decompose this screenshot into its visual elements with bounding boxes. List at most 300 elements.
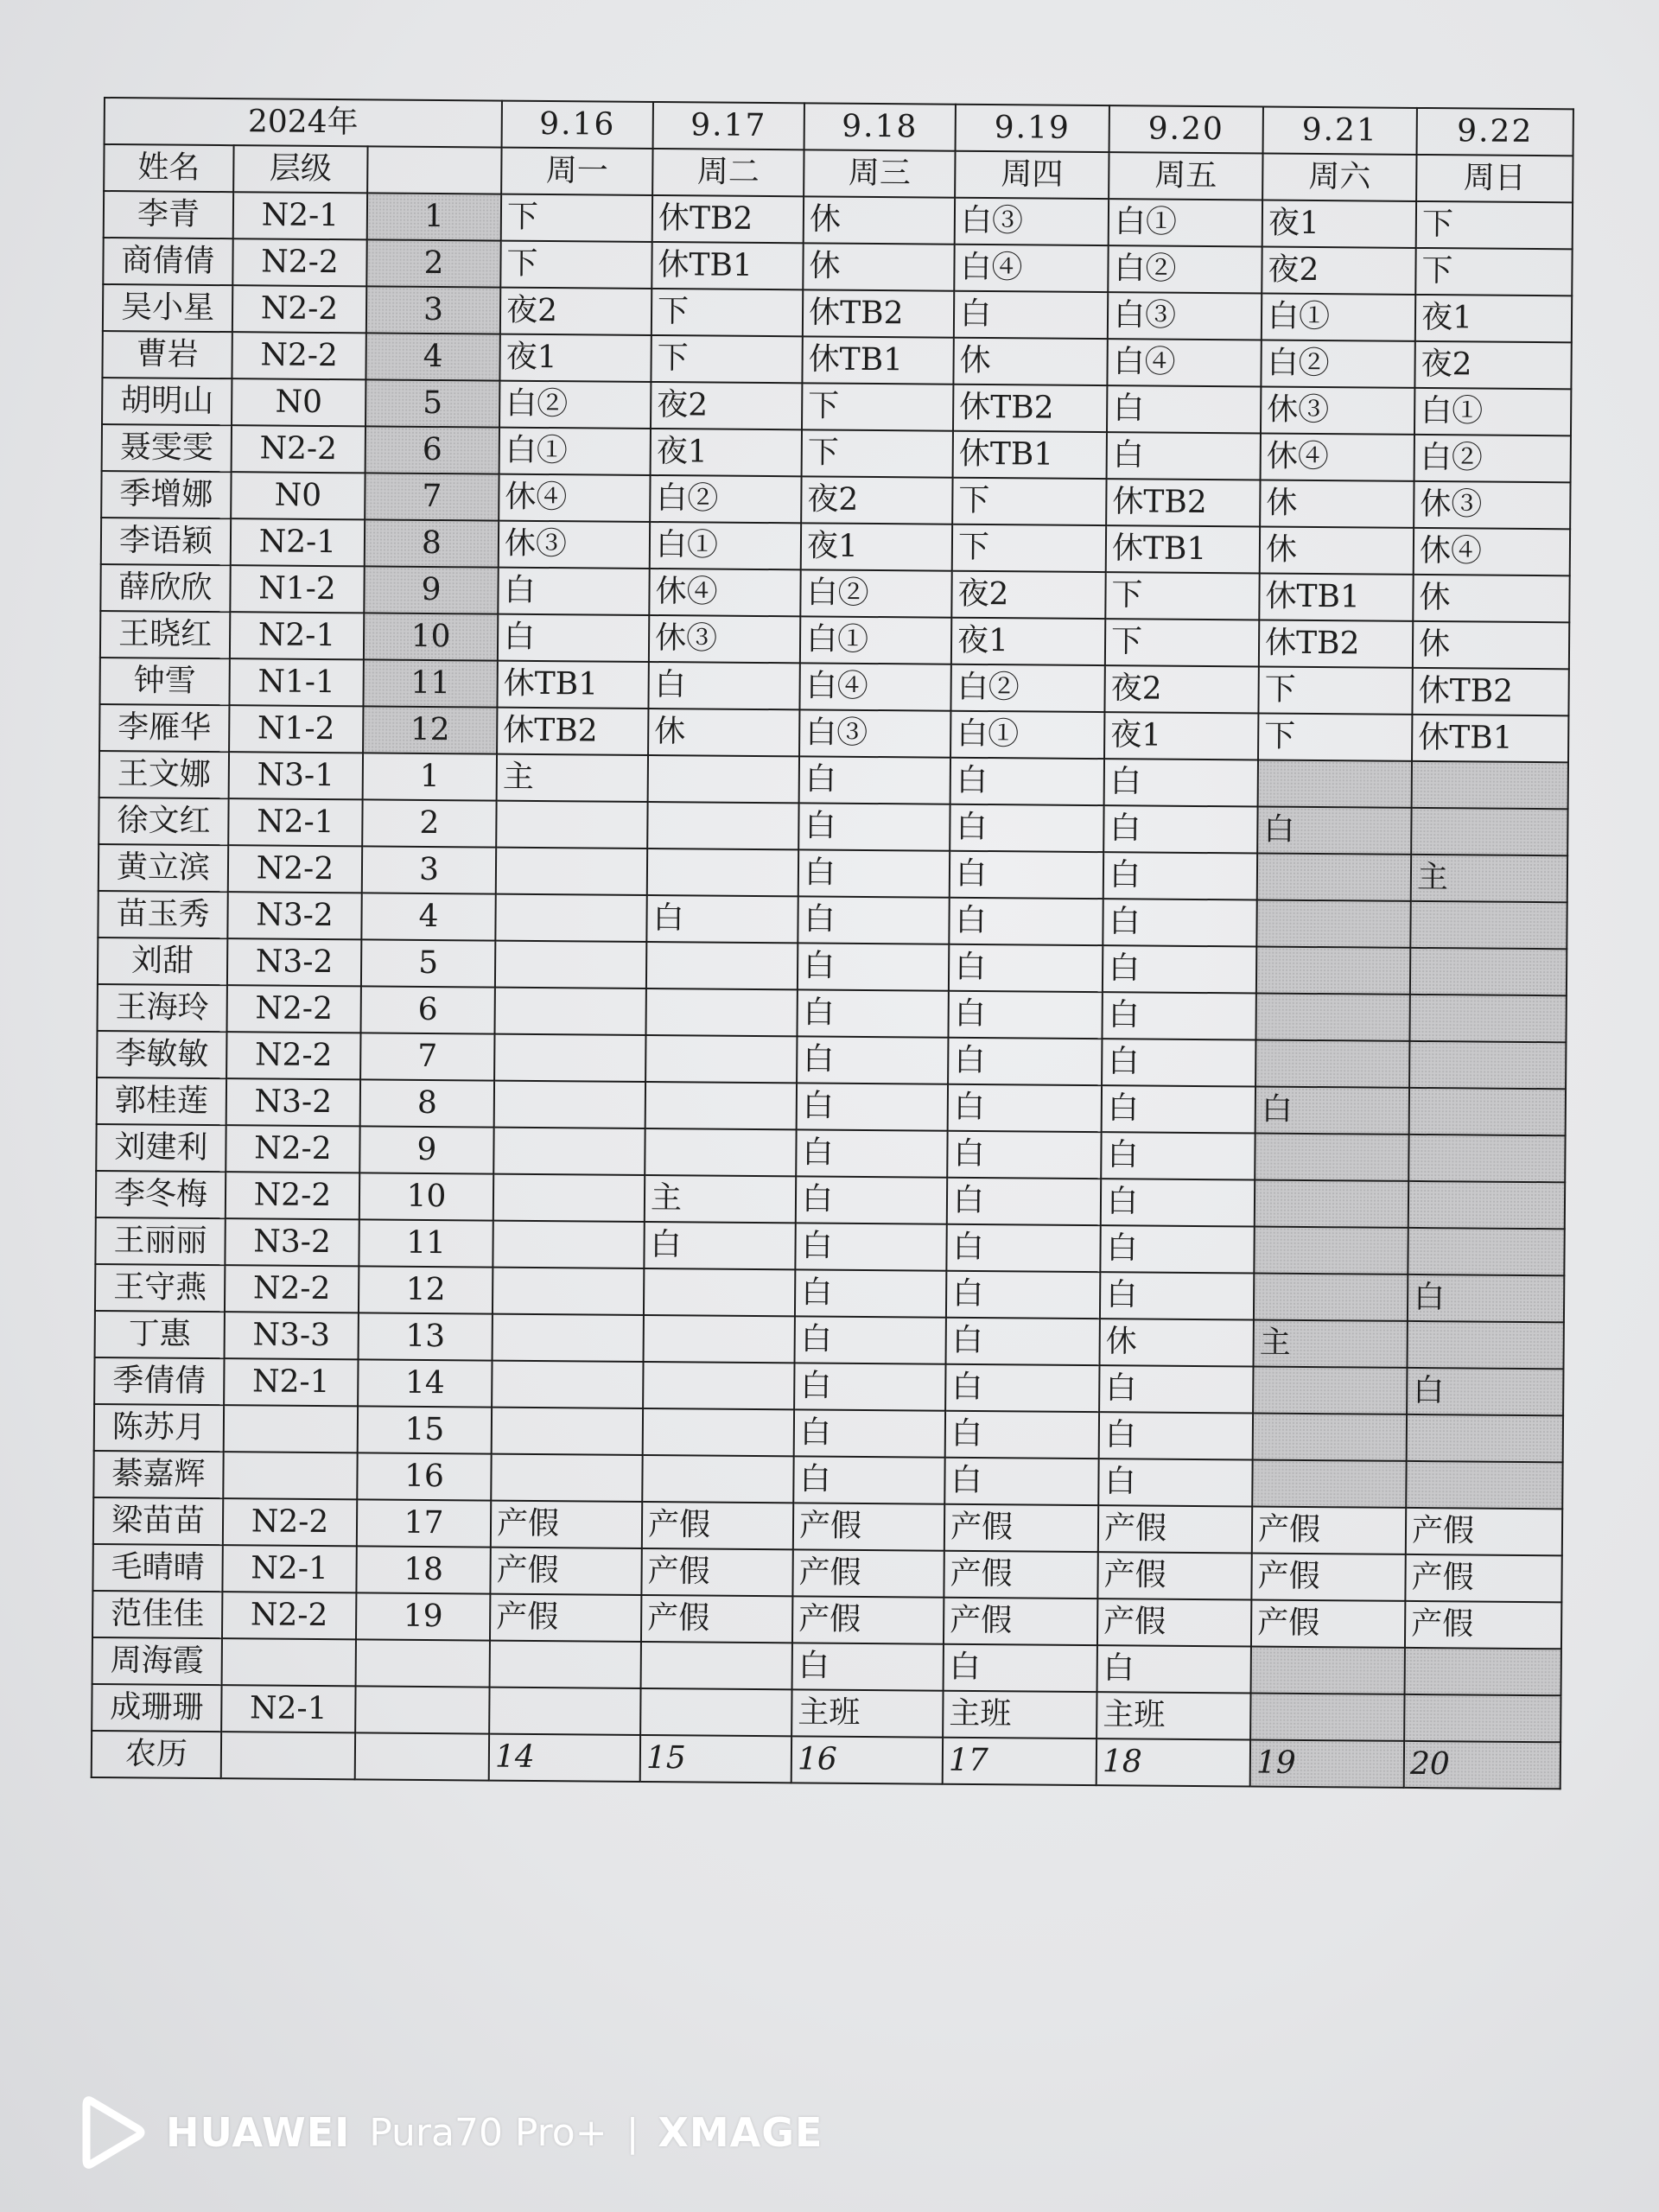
staff-name-cell: 王丽丽 xyxy=(95,1217,225,1265)
staff-number-cell: 1 xyxy=(367,193,501,240)
shift-cell: 白 xyxy=(498,568,649,615)
staff-number-cell: 14 xyxy=(358,1359,492,1407)
shift-cell: 白 xyxy=(1407,1368,1563,1415)
staff-name-cell: 钟雪 xyxy=(99,658,229,705)
shift-cell: 白④ xyxy=(1107,339,1261,386)
shift-cell: 白 xyxy=(798,943,949,990)
lunar-day-cell: 14 xyxy=(489,1734,640,1782)
shift-cell: 白 xyxy=(949,944,1103,992)
staff-number-cell: 12 xyxy=(363,706,497,753)
shift-cell xyxy=(1406,1461,1562,1509)
shift-cell: 白 xyxy=(1257,807,1411,855)
staff-level-cell: N2-2 xyxy=(222,1592,356,1639)
staff-number-cell: 2 xyxy=(362,799,496,847)
shift-cell: 休③ xyxy=(649,615,800,663)
shift-cell xyxy=(1412,761,1568,809)
shift-cell: 白 xyxy=(1102,1085,1255,1133)
shift-cell: 白 xyxy=(950,851,1103,899)
shift-cell xyxy=(1408,1181,1565,1229)
shift-cell: 白① xyxy=(650,522,801,569)
shift-cell: 夜2 xyxy=(651,382,802,429)
staff-name-cell: 郭桂莲 xyxy=(97,1077,226,1125)
shift-cell xyxy=(494,1034,645,1082)
shift-cell: 白① xyxy=(1262,294,1415,341)
shift-cell: 白 xyxy=(1098,1459,1252,1506)
staff-name-cell: 李语颖 xyxy=(101,518,231,565)
shift-cell: 白 xyxy=(799,756,950,804)
shift-cell: 产假 xyxy=(1098,1505,1252,1553)
staff-level-cell: N2-2 xyxy=(232,238,366,286)
lunar-day-cell: 16 xyxy=(791,1736,943,1783)
shift-cell: 白 xyxy=(1104,759,1258,806)
staff-name-cell: 陈苏月 xyxy=(94,1404,224,1452)
shift-cell: 休④ xyxy=(649,569,800,616)
staff-level-cell: N3-1 xyxy=(229,752,363,799)
shift-cell xyxy=(1255,1040,1409,1088)
staff-level-cell xyxy=(222,1638,356,1686)
shift-cell: 休TB2 xyxy=(652,195,804,243)
shift-cell: 白② xyxy=(1261,340,1414,388)
shift-cell xyxy=(496,848,647,895)
shift-cell: 产假 xyxy=(641,1548,792,1596)
shift-cell: 主 xyxy=(645,1175,796,1223)
shift-cell: 白 xyxy=(946,1224,1100,1272)
staff-level-cell: N2-1 xyxy=(224,1358,358,1406)
shift-cell: 休TB2 xyxy=(497,708,648,755)
shift-cell: 下 xyxy=(651,335,802,383)
shift-cell xyxy=(645,1082,797,1129)
date-cell: 9.17 xyxy=(653,102,804,149)
shift-cell xyxy=(645,1035,797,1083)
shift-cell: 主 xyxy=(497,754,648,802)
staff-name-cell: 綦嘉辉 xyxy=(93,1451,223,1498)
watermark-xmage: XMAGE xyxy=(658,2109,823,2156)
shift-cell xyxy=(496,801,647,849)
staff-number-cell: 11 xyxy=(359,1219,493,1267)
shift-cell xyxy=(1256,947,1410,995)
name-column-header: 姓名 xyxy=(104,144,233,192)
shift-cell xyxy=(647,849,798,896)
staff-name-cell: 李冬梅 xyxy=(96,1171,226,1218)
staff-name-cell: 徐文红 xyxy=(99,798,228,845)
weekday-cell: 周四 xyxy=(955,151,1109,199)
shift-cell: 休TB2 xyxy=(1106,479,1260,526)
shift-cell xyxy=(1253,1366,1407,1414)
shift-cell: 白③ xyxy=(799,709,950,757)
shift-cell: 夜1 xyxy=(801,523,952,570)
shift-cell xyxy=(1254,1227,1408,1274)
shift-cell: 休④ xyxy=(1261,434,1414,481)
shift-cell: 休TB1 xyxy=(497,661,648,709)
shift-cell xyxy=(646,988,798,1036)
shift-cell: 白① xyxy=(499,428,651,475)
shift-cell: 产假 xyxy=(792,1549,944,1597)
staff-number-cell: 4 xyxy=(361,893,495,940)
staff-number-cell: 9 xyxy=(359,1126,493,1173)
shift-cell xyxy=(645,1128,796,1176)
shift-cell: 白 xyxy=(798,849,950,897)
shift-cell: 产假 xyxy=(1252,1506,1406,1554)
staff-number-cell: 6 xyxy=(361,986,495,1033)
shift-cell: 白 xyxy=(1100,1272,1254,1319)
shift-cell xyxy=(644,1268,795,1316)
shift-cell: 产假 xyxy=(642,1502,793,1549)
shift-cell: 休TB2 xyxy=(1259,620,1413,668)
shift-cell: 白① xyxy=(950,711,1104,759)
shift-cell: 休③ xyxy=(1261,387,1414,435)
staff-level-cell: N2-2 xyxy=(226,1172,359,1219)
shift-cell: 白 xyxy=(1099,1412,1253,1459)
shift-cell: 白 xyxy=(798,896,949,944)
weekday-cell: 周日 xyxy=(1416,155,1573,202)
shift-cell: 休③ xyxy=(1414,481,1570,529)
shift-cell xyxy=(1257,854,1411,901)
staff-number-cell: 12 xyxy=(359,1266,493,1313)
staff-name-cell: 胡明山 xyxy=(102,378,232,425)
shift-cell: 白 xyxy=(1101,1179,1255,1226)
shift-cell xyxy=(494,1081,645,1128)
shift-cell xyxy=(1250,1693,1404,1740)
staff-number-cell: 8 xyxy=(360,1079,494,1127)
shift-cell: 白② xyxy=(499,381,651,429)
staff-level-cell: N0 xyxy=(232,378,365,426)
shift-cell: 白 xyxy=(1103,899,1256,946)
shift-cell xyxy=(644,1315,795,1363)
shift-cell: 白 xyxy=(949,898,1103,945)
shift-cell: 白 xyxy=(945,1364,1099,1412)
shift-cell xyxy=(641,1642,792,1689)
shift-cell: 休 xyxy=(804,196,955,244)
staff-level-cell: N1-2 xyxy=(230,565,364,613)
shift-cell: 休TB1 xyxy=(802,336,953,384)
shift-cell: 休TB1 xyxy=(1259,574,1413,621)
shift-cell: 产假 xyxy=(792,1596,944,1643)
date-cell: 9.19 xyxy=(956,105,1109,152)
staff-number-cell: 17 xyxy=(357,1499,491,1547)
shift-cell xyxy=(493,1174,645,1222)
shift-cell xyxy=(1408,1321,1564,1369)
lunar-day-cell: 20 xyxy=(1404,1741,1560,1789)
level-column-header: 层级 xyxy=(233,145,367,193)
shift-cell: 白 xyxy=(1099,1365,1253,1413)
shift-cell: 主班 xyxy=(1096,1692,1250,1739)
shift-cell: 白 xyxy=(948,1084,1102,1132)
shift-cell: 白 xyxy=(792,1643,944,1690)
shift-cell: 白 xyxy=(796,1129,947,1177)
staff-number-cell: 16 xyxy=(357,1452,491,1500)
staff-name-cell: 毛晴晴 xyxy=(92,1544,222,1592)
staff-level-cell: N2-2 xyxy=(232,425,365,473)
staff-number-cell: 1 xyxy=(363,753,497,800)
staff-level-cell xyxy=(223,1452,357,1499)
shift-cell: 夜1 xyxy=(1104,712,1258,760)
number-column-header xyxy=(367,146,501,194)
shift-cell xyxy=(1254,1273,1408,1320)
shift-cell xyxy=(647,802,798,849)
shift-cell: 主 xyxy=(1254,1319,1408,1367)
shift-cell: 白② xyxy=(1108,245,1262,293)
shift-cell xyxy=(643,1362,794,1409)
shift-cell: 白 xyxy=(794,1409,945,1457)
shift-cell: 白 xyxy=(794,1363,945,1410)
watermark-model: Pura70 Pro+ xyxy=(369,2110,607,2155)
shift-cell: 产假 xyxy=(1097,1552,1251,1599)
shift-cell: 白 xyxy=(797,1036,948,1084)
shift-cell xyxy=(1407,1414,1563,1462)
shift-cell: 产假 xyxy=(944,1504,1098,1552)
shift-cell xyxy=(1404,1694,1560,1742)
staff-name-cell: 丁惠 xyxy=(95,1311,225,1358)
shift-cell: 夜1 xyxy=(1262,200,1416,248)
shift-cell: 下 xyxy=(952,478,1106,525)
shift-cell: 产假 xyxy=(1405,1554,1561,1602)
shift-cell: 白 xyxy=(648,662,799,709)
shift-cell: 白 xyxy=(1255,1087,1409,1135)
shift-cell xyxy=(489,1688,640,1735)
shift-cell: 白③ xyxy=(955,198,1109,245)
staff-name-cell: 黄立滨 xyxy=(99,844,228,892)
staff-number-cell xyxy=(355,1686,489,1733)
staff-level-cell: N2-2 xyxy=(226,1125,359,1173)
shift-cell: 主班 xyxy=(791,1689,943,1737)
shift-cell: 白 xyxy=(945,1411,1099,1459)
staff-number-cell: 7 xyxy=(360,1033,494,1080)
shift-cell xyxy=(640,1688,791,1736)
shift-cell: 夜2 xyxy=(1414,341,1571,389)
shift-cell xyxy=(1408,1228,1564,1275)
shift-cell: 白 xyxy=(1102,992,1255,1039)
shift-cell: 休③ xyxy=(499,521,650,569)
shift-cell xyxy=(1408,1135,1565,1182)
staff-name-cell: 成珊珊 xyxy=(92,1684,221,1732)
staff-name-cell: 王晓红 xyxy=(100,611,230,658)
shift-cell: 下 xyxy=(952,524,1106,572)
staff-name-cell: 王海玲 xyxy=(98,984,227,1032)
staff-name-cell: 季倩倩 xyxy=(94,1357,224,1405)
staff-level-cell: N2-2 xyxy=(232,332,365,379)
shift-cell: 白 xyxy=(947,1178,1101,1225)
shift-cell: 白 xyxy=(644,1222,795,1269)
staff-level-cell: N1-2 xyxy=(229,705,363,753)
shift-cell xyxy=(1256,900,1410,948)
date-cell: 9.21 xyxy=(1263,107,1417,155)
shift-cell: 白 xyxy=(946,1318,1100,1365)
staff-name-cell: 商倩倩 xyxy=(103,238,232,285)
shift-cell: 下 xyxy=(652,289,803,336)
staff-name-cell: 李雁华 xyxy=(99,704,229,752)
shift-cell: 白① xyxy=(1109,199,1262,246)
shift-cell: 下 xyxy=(1258,667,1412,715)
shift-cell: 白① xyxy=(800,616,951,664)
shift-cell: 夜1 xyxy=(951,618,1105,665)
shift-cell: 休 xyxy=(1260,527,1414,575)
weekday-cell: 周一 xyxy=(501,148,652,195)
shift-cell: 白 xyxy=(1102,1039,1255,1086)
staff-level-cell: N2-2 xyxy=(232,285,366,333)
shift-cell: 夜2 xyxy=(500,288,652,335)
shift-cell: 下 xyxy=(802,429,953,477)
watermark-brand: HUAWEI xyxy=(166,2109,351,2156)
shift-cell: 产假 xyxy=(944,1551,1097,1599)
shift-cell xyxy=(643,1408,794,1456)
shift-cell: 白② xyxy=(800,569,951,617)
staff-name-cell: 曹岩 xyxy=(102,331,232,378)
staff-level-cell: N2-1 xyxy=(231,518,365,566)
shift-cell xyxy=(1410,901,1567,949)
shift-cell: 休TB2 xyxy=(953,385,1107,432)
staff-level-cell xyxy=(224,1405,358,1452)
shift-cell: 下 xyxy=(802,383,953,430)
staff-level-cell: N2-1 xyxy=(222,1545,356,1592)
shift-cell: 白 xyxy=(797,1083,948,1130)
shift-cell xyxy=(493,1314,644,1362)
staff-level-cell: N3-2 xyxy=(227,892,361,939)
staff-level-cell: N2-2 xyxy=(228,845,362,893)
watermark-separator: | xyxy=(626,2110,639,2155)
shift-cell xyxy=(1255,1134,1408,1181)
shift-cell: 休④ xyxy=(1414,528,1570,575)
shift-cell xyxy=(491,1454,642,1502)
shift-cell: 下 xyxy=(1105,619,1259,666)
staff-name-cell: 李青 xyxy=(104,191,233,238)
shift-cell: 白 xyxy=(798,989,949,1037)
shift-cell: 白 xyxy=(948,1038,1102,1085)
shift-cell: 休 xyxy=(1413,575,1569,622)
lunar-day-cell: 19 xyxy=(1250,1739,1404,1787)
date-cell: 9.20 xyxy=(1109,105,1263,153)
shift-cell xyxy=(1258,760,1412,808)
shift-cell: 白 xyxy=(795,1316,946,1363)
staff-level-cell: N0 xyxy=(231,472,365,519)
duty-roster-table xyxy=(91,97,1574,1789)
lunar-day-cell: 18 xyxy=(1096,1738,1250,1786)
shift-cell: 白 xyxy=(1103,852,1257,899)
shift-cell: 白 xyxy=(1107,385,1261,433)
date-cell: 9.16 xyxy=(502,101,653,149)
shift-cell xyxy=(1255,994,1409,1041)
staff-name-cell: 吴小星 xyxy=(103,284,232,332)
shift-cell: 白 xyxy=(1100,1225,1254,1273)
shift-cell xyxy=(495,988,646,1035)
staff-level-cell: N3-3 xyxy=(225,1312,359,1359)
shift-cell xyxy=(1409,1088,1566,1135)
shift-cell xyxy=(648,755,799,803)
shift-cell: 白 xyxy=(946,1271,1100,1319)
shift-cell: 白 xyxy=(646,895,798,943)
shift-cell xyxy=(490,1641,641,1688)
shift-cell xyxy=(492,1408,643,1455)
staff-number-cell: 15 xyxy=(358,1406,492,1453)
shift-cell: 白④ xyxy=(799,663,950,710)
staff-level-cell: N2-2 xyxy=(223,1498,357,1546)
shift-cell: 夜1 xyxy=(651,429,802,476)
shift-cell xyxy=(1409,1041,1566,1089)
staff-name-cell: 梁苗苗 xyxy=(93,1497,223,1545)
staff-level-cell: N2-1 xyxy=(221,1685,355,1732)
shift-cell: 休TB1 xyxy=(1412,715,1568,762)
date-cell: 9.18 xyxy=(804,103,956,150)
staff-number-cell: 19 xyxy=(356,1592,490,1640)
staff-level-cell: N2-2 xyxy=(227,985,361,1033)
lunar-day-cell: 17 xyxy=(943,1738,1096,1785)
weekday-cell: 周三 xyxy=(804,149,955,197)
camera-watermark xyxy=(79,2089,823,2176)
staff-number-cell: 13 xyxy=(359,1313,493,1360)
shift-cell: 白① xyxy=(1414,388,1571,435)
staff-number-cell xyxy=(356,1639,490,1687)
staff-level-cell: N1-1 xyxy=(229,658,363,706)
shift-cell: 白 xyxy=(950,804,1103,852)
shift-cell: 休TB2 xyxy=(803,289,954,337)
shift-cell: 白④ xyxy=(954,245,1108,292)
staff-number-cell: 5 xyxy=(361,939,495,987)
shift-cell: 休 xyxy=(1260,480,1414,528)
huawei-play-logo-icon xyxy=(79,2093,147,2172)
shift-cell xyxy=(493,1221,644,1268)
shift-cell xyxy=(493,1128,645,1175)
shift-cell: 产假 xyxy=(793,1503,944,1550)
lunar-empty-cell xyxy=(221,1732,355,1779)
shift-cell: 休TB1 xyxy=(953,431,1107,479)
staff-level-cell: N2-2 xyxy=(225,1265,359,1313)
staff-name-cell: 范佳佳 xyxy=(92,1591,222,1638)
weekday-cell: 周六 xyxy=(1262,154,1416,201)
shift-cell: 产假 xyxy=(1406,1508,1562,1555)
shift-cell: 休TB1 xyxy=(1106,525,1260,573)
shift-cell: 夜2 xyxy=(1262,247,1415,295)
shift-cell: 白 xyxy=(954,291,1108,339)
shift-cell: 白 xyxy=(1103,945,1256,993)
shift-cell xyxy=(1251,1646,1405,1694)
staff-number-cell: 11 xyxy=(363,659,497,707)
shift-cell: 产假 xyxy=(1251,1599,1405,1647)
staff-level-cell: N3-2 xyxy=(227,938,361,986)
shift-cell: 产假 xyxy=(641,1595,792,1643)
shift-cell: 产假 xyxy=(944,1598,1097,1645)
shift-cell xyxy=(1410,948,1567,995)
shift-cell: 休 xyxy=(1413,621,1569,669)
staff-number-cell: 2 xyxy=(366,239,500,287)
staff-number-cell: 7 xyxy=(365,473,499,520)
staff-number-cell: 8 xyxy=(365,519,499,567)
staff-number-cell: 9 xyxy=(364,566,498,613)
shift-cell: 白 xyxy=(947,1131,1101,1179)
staff-level-cell: N3-2 xyxy=(225,1218,359,1266)
shift-cell: 白 xyxy=(1103,805,1257,853)
lunar-empty-cell xyxy=(355,1732,489,1780)
shift-cell: 夜2 xyxy=(801,476,952,524)
year-cell: 2024年 xyxy=(105,98,502,148)
date-cell: 9.22 xyxy=(1417,108,1573,156)
shift-cell xyxy=(495,941,646,988)
shift-cell: 白 xyxy=(795,1223,946,1270)
shift-cell: 休 xyxy=(953,338,1107,385)
shift-cell: 休 xyxy=(648,709,799,756)
staff-name-cell: 薛欣欣 xyxy=(100,564,230,612)
shift-cell: 产假 xyxy=(1097,1599,1251,1646)
shift-cell xyxy=(1255,1180,1408,1228)
shift-cell: 主 xyxy=(1411,855,1567,902)
shift-cell xyxy=(1252,1459,1406,1507)
weekday-cell: 周二 xyxy=(652,149,804,196)
shift-cell: 白 xyxy=(793,1456,944,1503)
shift-cell: 白 xyxy=(795,1269,946,1317)
shift-cell: 下 xyxy=(1415,248,1572,296)
shift-cell: 白 xyxy=(1097,1645,1251,1693)
shift-cell: 休 xyxy=(803,243,954,290)
shift-cell: 白 xyxy=(798,803,950,850)
shift-cell: 夜1 xyxy=(1415,295,1572,342)
